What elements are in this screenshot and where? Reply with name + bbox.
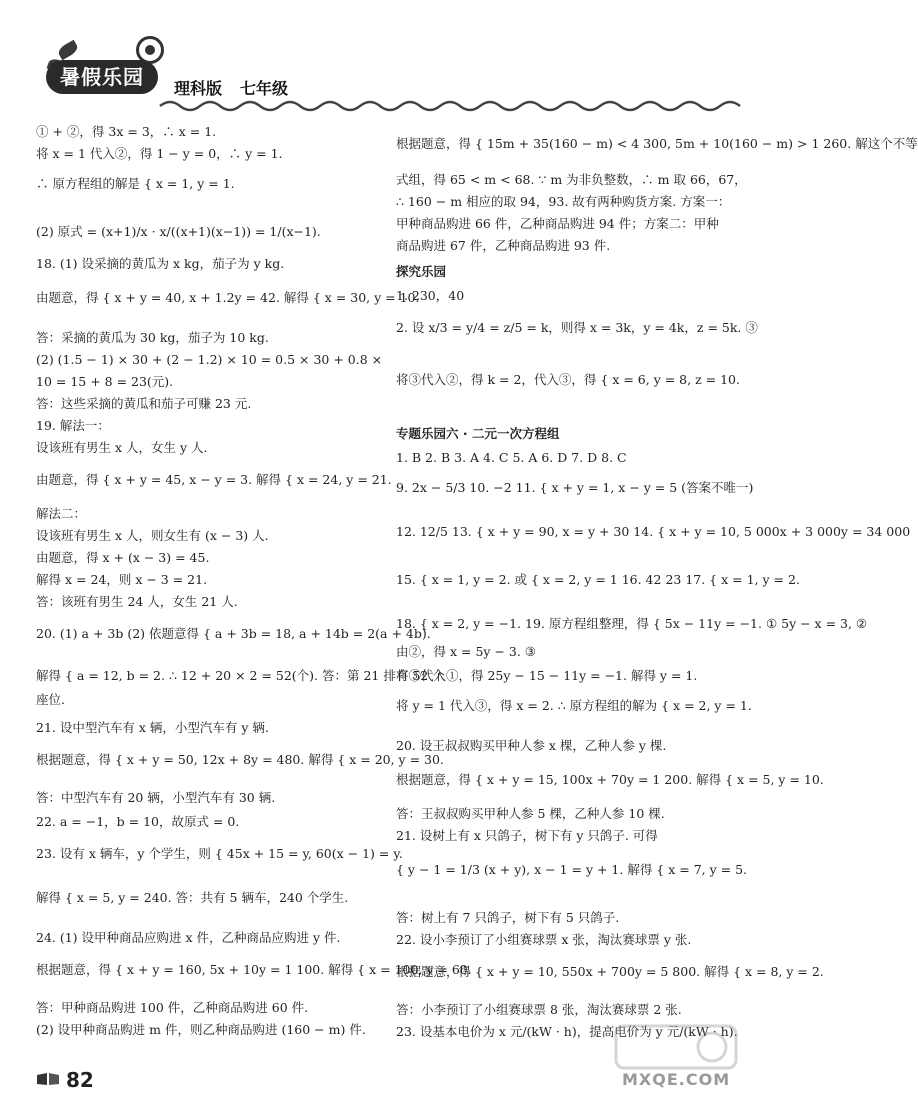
page-header bbox=[0, 0, 750, 120]
text-line: 座位. bbox=[36, 692, 65, 707]
text-line: 由②，得 x = 5y − 3. ③ bbox=[396, 644, 536, 659]
text-line: 商品购进 67 件，乙种商品购进 93 件. bbox=[396, 238, 611, 253]
text-line: 解得 x = 24，则 x − 3 = 21. bbox=[36, 572, 208, 587]
page-number: 82 bbox=[66, 1068, 94, 1092]
question-22: 22. 设小李预订了小组赛球票 x 张，淘汰赛球票 y 张. bbox=[396, 932, 692, 947]
grade-label: 七年级 bbox=[240, 79, 289, 98]
text-line: 答：小李预订了小组赛球票 8 张，淘汰赛球票 2 张. bbox=[396, 1002, 682, 1017]
question-24: 24. (1) 设甲种商品应购进 x 件，乙种商品应购进 y 件. bbox=[36, 930, 341, 945]
text-line: 2. 设 x/3 = y/4 = z/5 = k，则得 x = 3k，y = 4k，z = 5k. ③ bbox=[396, 320, 758, 335]
text-line: ① + ②，得 3x = 3，∴ x = 1. bbox=[36, 124, 217, 139]
watermark-text: MXQE.COM bbox=[622, 1070, 731, 1089]
text-line: 10 = 15 + 8 = 23(元). bbox=[36, 374, 174, 389]
section-heading: 探究乐园 bbox=[396, 264, 447, 279]
text-line: 答：树上有 7 只鸽子，树下有 5 只鸽子. bbox=[396, 910, 620, 925]
subject-label: 理科版 bbox=[174, 79, 223, 98]
question-23: 23. 设有 x 辆车，y 个学生，则 { 45x + 15 = y, 60(x − 1) = y. bbox=[36, 846, 403, 861]
text-line: 由题意，得 x + (x − 3) = 45. bbox=[36, 550, 210, 565]
text-line: 设该班有男生 x 人，则女生有 (x − 3) 人. bbox=[36, 528, 269, 543]
section-heading: 专题乐园六 · 二元一次方程组 bbox=[396, 426, 560, 441]
question-22: 22. a = −1，b = 10，故原式 = 0. bbox=[36, 814, 240, 829]
text-line: 将 x = 1 代入②，得 1 − y = 0，∴ y = 1. bbox=[36, 146, 283, 161]
book-icon bbox=[36, 1072, 60, 1086]
question-21: 21. 设树上有 x 只鸽子，树下有 y 只鸽子. 可得 bbox=[396, 828, 658, 843]
text-line: 答：甲种商品购进 100 件，乙种商品购进 60 件. bbox=[36, 1000, 309, 1015]
text-line: 式组，得 65 < m < 68. ∵ m 为非负整数，∴ m 取 66，67， bbox=[396, 172, 747, 187]
text-line: 由题意，得 { x + y = 45, x − y = 3. 解得 { x = 24, y = 21. bbox=[36, 472, 392, 487]
text-line: 甲种商品购进 66 件，乙种商品购进 94 件；方案二：甲种 bbox=[396, 216, 719, 231]
question-21: 21. 设中型汽车有 x 辆，小型汽车有 y 辆. bbox=[36, 720, 269, 735]
text-line: { y − 1 = 1/3 (x + y), x − 1 = y + 1. 解得 { x = 7, y = 5. bbox=[396, 862, 748, 877]
text-line: 由题意，得 { x + y = 40, x + 1.2y = 42. 解得 { x = 30, y = 10. bbox=[36, 290, 420, 305]
text-line: 根据题意，得 { x + y = 160, 5x + 10y = 1 100. 解得 { x = 100, y = 60. bbox=[36, 962, 472, 977]
text-line: 答：该班有男生 24 人，女生 21 人. bbox=[36, 594, 238, 609]
text-line: 12. 12/5 13. { x + y = 90, x = y + 30 14. { x + y = 10, 5 000x + 3 000y = 34 000 bbox=[396, 524, 911, 539]
text-line: 答：中型汽车有 20 辆，小型汽车有 30 辆. bbox=[36, 790, 276, 805]
text-line: 根据题意，得 { 15m + 35(160 − m) < 4 300, 5m + 10(160 − m) > 1 260. 解这个不等 bbox=[396, 136, 918, 151]
question-23: 23. 设基本电价为 x 元/(kW · h)，提高电价为 y 元/(kW · h). bbox=[396, 1024, 738, 1039]
book-logo: 暑假乐园 bbox=[46, 60, 158, 94]
question-20: 20. 设王叔叔购买甲种人参 x 棵，乙种人参 y 棵. bbox=[396, 738, 667, 753]
text-line: 答：这些采摘的黄瓜和茄子可赚 23 元. bbox=[36, 396, 252, 411]
text-line: 根据题意，得 { x + y = 10, 550x + 700y = 5 800. 解得 { x = 8, y = 2. bbox=[396, 964, 824, 979]
text-line: (2) 设甲种商品购进 m 件，则乙种商品购进 (160 − m) 件. bbox=[36, 1022, 366, 1037]
text-line: 设该班有男生 x 人，女生 y 人. bbox=[36, 440, 208, 455]
text-line: 解得 { a = 12, b = 2. ∴ 12 + 20 × 2 = 52(个). 答：第 21 排有 52 个 bbox=[36, 668, 445, 683]
text-line: 解法二： bbox=[36, 506, 87, 521]
question-19: 19. 解法一： bbox=[36, 418, 110, 433]
text-line: 根据题意，得 { x + y = 15, 100x + 70y = 1 200. 解得 { x = 5, y = 10. bbox=[396, 772, 824, 787]
text-line: (2) (1.5 − 1) × 30 + (2 − 1.2) × 10 = 0.5 × 30 + 0.8 × bbox=[36, 352, 383, 367]
text-line: (2) 原式 = (x+1)/x · x/((x+1)(x−1)) = 1/(x−1). bbox=[36, 224, 321, 239]
text-line: 将③代入①，得 25y − 15 − 11y = −1. 解得 y = 1. bbox=[396, 668, 698, 683]
text-line: ∴ 原方程组的解是 { x = 1, y = 1. bbox=[36, 176, 235, 191]
text-line: 18. { x = 2, y = −1. 19. 原方程组整理，得 { 5x − 11y = −1. ① 5y − x = 3, ② bbox=[396, 616, 868, 631]
text-line: 将 y = 1 代入③，得 x = 2. ∴ 原方程组的解为 { x = 2, y = 1. bbox=[396, 698, 752, 713]
text-line: 答：王叔叔购买甲种人参 5 棵，乙种人参 10 棵. bbox=[396, 806, 665, 821]
answer-choices: 1. B 2. B 3. A 4. C 5. A 6. D 7. D 8. C bbox=[396, 450, 627, 465]
text-line: ∴ 160 − m 相应的取 94，93. 故有两种购货方案. 方案一： bbox=[396, 194, 731, 209]
text-line: 9. 2x − 5/3 10. −2 11. { x + y = 1, x − y = 5 (答案不唯一) bbox=[396, 480, 754, 495]
text-line: 15. { x = 1, y = 2. 或 { x = 2, y = 1 16. 42 23 17. { x = 1, y = 2. bbox=[396, 572, 800, 587]
text-line: 将③代入②，得 k = 2，代入③，得 { x = 6, y = 8, z = 10. bbox=[396, 372, 740, 387]
question-20: 20. (1) a + 3b (2) 依题意得 { a + 3b = 18, a + 14b = 2(a + 4b). bbox=[36, 626, 431, 641]
question-18: 18. (1) 设采摘的黄瓜为 x kg，茄子为 y kg. bbox=[36, 256, 285, 271]
wavy-divider bbox=[160, 96, 740, 116]
leaf-icon bbox=[56, 40, 79, 60]
text-line: 根据题意，得 { x + y = 50, 12x + 8y = 480. 解得 { x = 20, y = 30. bbox=[36, 752, 444, 767]
text-line: 1. 230，40 bbox=[396, 288, 465, 303]
text-line: 答：采摘的黄瓜为 30 kg，茄子为 10 kg. bbox=[36, 330, 269, 345]
text-line: 解得 { x = 5, y = 240. 答：共有 5 辆车，240 个学生. bbox=[36, 890, 349, 905]
